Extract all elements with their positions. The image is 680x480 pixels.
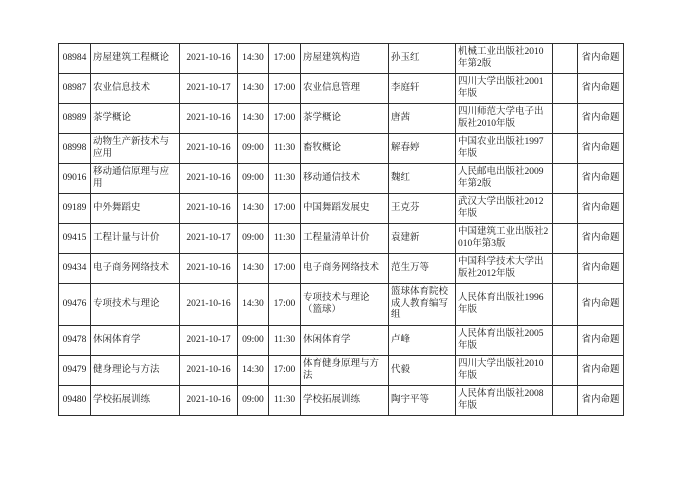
cell-exam-date: 2021-10-16 — [180, 194, 238, 224]
cell-start-time: 14:30 — [238, 74, 269, 104]
cell-origin: 省内命题 — [578, 284, 624, 326]
cell-start-time: 09:00 — [238, 326, 269, 356]
cell-textbook-name: 体育健身原理与方法 — [301, 356, 389, 386]
cell-blank — [553, 104, 578, 134]
cell-course-code: 09480 — [59, 386, 91, 416]
cell-start-time: 09:00 — [238, 164, 269, 194]
cell-author: 解春婷 — [389, 134, 456, 164]
cell-blank — [553, 284, 578, 326]
cell-publisher: 机械工业出版社2010年第2版 — [456, 44, 553, 74]
cell-end-time: 17:00 — [269, 104, 301, 134]
cell-end-time: 17:00 — [269, 356, 301, 386]
cell-blank — [553, 224, 578, 254]
cell-course-code: 09479 — [59, 356, 91, 386]
cell-author: 魏红 — [389, 164, 456, 194]
table-row — [59, 254, 624, 284]
cell-start-time: 14:30 — [238, 284, 269, 326]
table-row — [59, 104, 624, 134]
cell-textbook-name: 中国舞蹈发展史 — [301, 194, 389, 224]
cell-end-time: 11:30 — [269, 134, 301, 164]
cell-course-name: 专项技术与理论 — [91, 284, 180, 326]
table-row — [59, 224, 624, 254]
table-row — [59, 356, 624, 386]
cell-exam-date: 2021-10-17 — [180, 224, 238, 254]
cell-start-time: 14:30 — [238, 254, 269, 284]
cell-start-time: 14:30 — [238, 44, 269, 74]
cell-textbook-name: 房屋建筑构造 — [301, 44, 389, 74]
cell-end-time: 11:30 — [269, 326, 301, 356]
cell-course-name: 农业信息技术 — [91, 74, 180, 104]
cell-course-name: 房屋建筑工程概论 — [91, 44, 180, 74]
cell-course-name: 休闲体育学 — [91, 326, 180, 356]
cell-publisher: 四川大学出版社2001年版 — [456, 74, 553, 104]
cell-start-time: 14:30 — [238, 194, 269, 224]
table-row — [59, 326, 624, 356]
cell-course-code: 08987 — [59, 74, 91, 104]
cell-textbook-name: 农业信息管理 — [301, 74, 389, 104]
cell-blank — [553, 356, 578, 386]
table-body — [59, 44, 624, 416]
cell-publisher: 人民邮电出版社2009年第2版 — [456, 164, 553, 194]
cell-course-code: 09478 — [59, 326, 91, 356]
cell-publisher: 四川大学出版社2010年版 — [456, 356, 553, 386]
cell-author: 孙玉红 — [389, 44, 456, 74]
cell-author: 卢峰 — [389, 326, 456, 356]
cell-course-name: 工程计量与计价 — [91, 224, 180, 254]
cell-publisher: 中国农业出版社1997年版 — [456, 134, 553, 164]
cell-course-name: 中外舞蹈史 — [91, 194, 180, 224]
cell-origin: 省内命题 — [578, 224, 624, 254]
cell-publisher: 四川师范大学电子出版社2010年版 — [456, 104, 553, 134]
cell-course-name: 动物生产新技术与应用 — [91, 134, 180, 164]
cell-author: 陶宇平等 — [389, 386, 456, 416]
table-row — [59, 386, 624, 416]
cell-course-name: 茶学概论 — [91, 104, 180, 134]
cell-exam-date: 2021-10-16 — [180, 254, 238, 284]
cell-origin: 省内命题 — [578, 254, 624, 284]
cell-course-code: 09476 — [59, 284, 91, 326]
table-row — [59, 164, 624, 194]
cell-exam-date: 2021-10-17 — [180, 326, 238, 356]
cell-publisher: 人民体育出版社2005年版 — [456, 326, 553, 356]
table-row — [59, 74, 624, 104]
cell-end-time: 11:30 — [269, 164, 301, 194]
cell-textbook-name: 工程量清单计价 — [301, 224, 389, 254]
cell-textbook-name: 移动通信技术 — [301, 164, 389, 194]
cell-blank — [553, 386, 578, 416]
cell-course-name: 电子商务网络技术 — [91, 254, 180, 284]
cell-textbook-name: 专项技术与理论（篮球） — [301, 284, 389, 326]
cell-end-time: 17:00 — [269, 74, 301, 104]
cell-author: 唐茜 — [389, 104, 456, 134]
cell-origin: 省内命题 — [578, 194, 624, 224]
cell-exam-date: 2021-10-17 — [180, 74, 238, 104]
cell-end-time: 17:00 — [269, 284, 301, 326]
cell-author: 王克芬 — [389, 194, 456, 224]
cell-start-time: 09:00 — [238, 134, 269, 164]
cell-exam-date: 2021-10-16 — [180, 284, 238, 326]
cell-course-code: 09434 — [59, 254, 91, 284]
cell-course-name: 移动通信原理与应用 — [91, 164, 180, 194]
cell-publisher: 武汉大学出版社2012年版 — [456, 194, 553, 224]
exam-schedule-table — [58, 43, 624, 416]
table-row — [59, 284, 624, 326]
table-row — [59, 194, 624, 224]
cell-end-time: 17:00 — [269, 194, 301, 224]
cell-textbook-name: 休闲体育学 — [301, 326, 389, 356]
cell-origin: 省内命题 — [578, 74, 624, 104]
cell-exam-date: 2021-10-16 — [180, 104, 238, 134]
cell-start-time: 09:00 — [238, 224, 269, 254]
cell-end-time: 11:30 — [269, 224, 301, 254]
cell-blank — [553, 326, 578, 356]
cell-course-code: 08984 — [59, 44, 91, 74]
cell-origin: 省内命题 — [578, 44, 624, 74]
cell-course-code: 09016 — [59, 164, 91, 194]
cell-course-code: 08998 — [59, 134, 91, 164]
cell-textbook-name: 学校拓展训练 — [301, 386, 389, 416]
cell-start-time: 14:30 — [238, 104, 269, 134]
cell-origin: 省内命题 — [578, 326, 624, 356]
cell-end-time: 17:00 — [269, 254, 301, 284]
cell-textbook-name: 电子商务网络技术 — [301, 254, 389, 284]
cell-exam-date: 2021-10-16 — [180, 164, 238, 194]
cell-blank — [553, 44, 578, 74]
cell-blank — [553, 134, 578, 164]
cell-author: 篮球体育院校成人教育编写组 — [389, 284, 456, 326]
cell-origin: 省内命题 — [578, 164, 624, 194]
cell-exam-date: 2021-10-16 — [180, 386, 238, 416]
cell-start-time: 14:30 — [238, 356, 269, 386]
cell-textbook-name: 茶学概论 — [301, 104, 389, 134]
cell-blank — [553, 164, 578, 194]
cell-blank — [553, 74, 578, 104]
cell-author: 李庭轩 — [389, 74, 456, 104]
cell-course-name: 健身理论与方法 — [91, 356, 180, 386]
cell-end-time: 17:00 — [269, 44, 301, 74]
cell-course-code: 09415 — [59, 224, 91, 254]
table-row — [59, 134, 624, 164]
cell-textbook-name: 畜牧概论 — [301, 134, 389, 164]
cell-origin: 省内命题 — [578, 386, 624, 416]
cell-publisher: 中国科学技术大学出版社2012年版 — [456, 254, 553, 284]
cell-course-code: 09189 — [59, 194, 91, 224]
cell-blank — [553, 194, 578, 224]
cell-author: 袁建新 — [389, 224, 456, 254]
cell-publisher: 人民体育出版社2008年版 — [456, 386, 553, 416]
cell-publisher: 人民体育出版社1996年版 — [456, 284, 553, 326]
cell-origin: 省内命题 — [578, 134, 624, 164]
cell-blank — [553, 254, 578, 284]
cell-exam-date: 2021-10-16 — [180, 44, 238, 74]
cell-author: 代毅 — [389, 356, 456, 386]
cell-end-time: 11:30 — [269, 386, 301, 416]
cell-origin: 省内命题 — [578, 356, 624, 386]
table-row — [59, 44, 624, 74]
cell-author: 范生万等 — [389, 254, 456, 284]
cell-course-code: 08989 — [59, 104, 91, 134]
cell-exam-date: 2021-10-16 — [180, 356, 238, 386]
cell-publisher: 中国建筑工业出版社2010年第3版 — [456, 224, 553, 254]
cell-exam-date: 2021-10-16 — [180, 134, 238, 164]
cell-start-time: 09:00 — [238, 386, 269, 416]
cell-course-name: 学校拓展训练 — [91, 386, 180, 416]
cell-origin: 省内命题 — [578, 104, 624, 134]
